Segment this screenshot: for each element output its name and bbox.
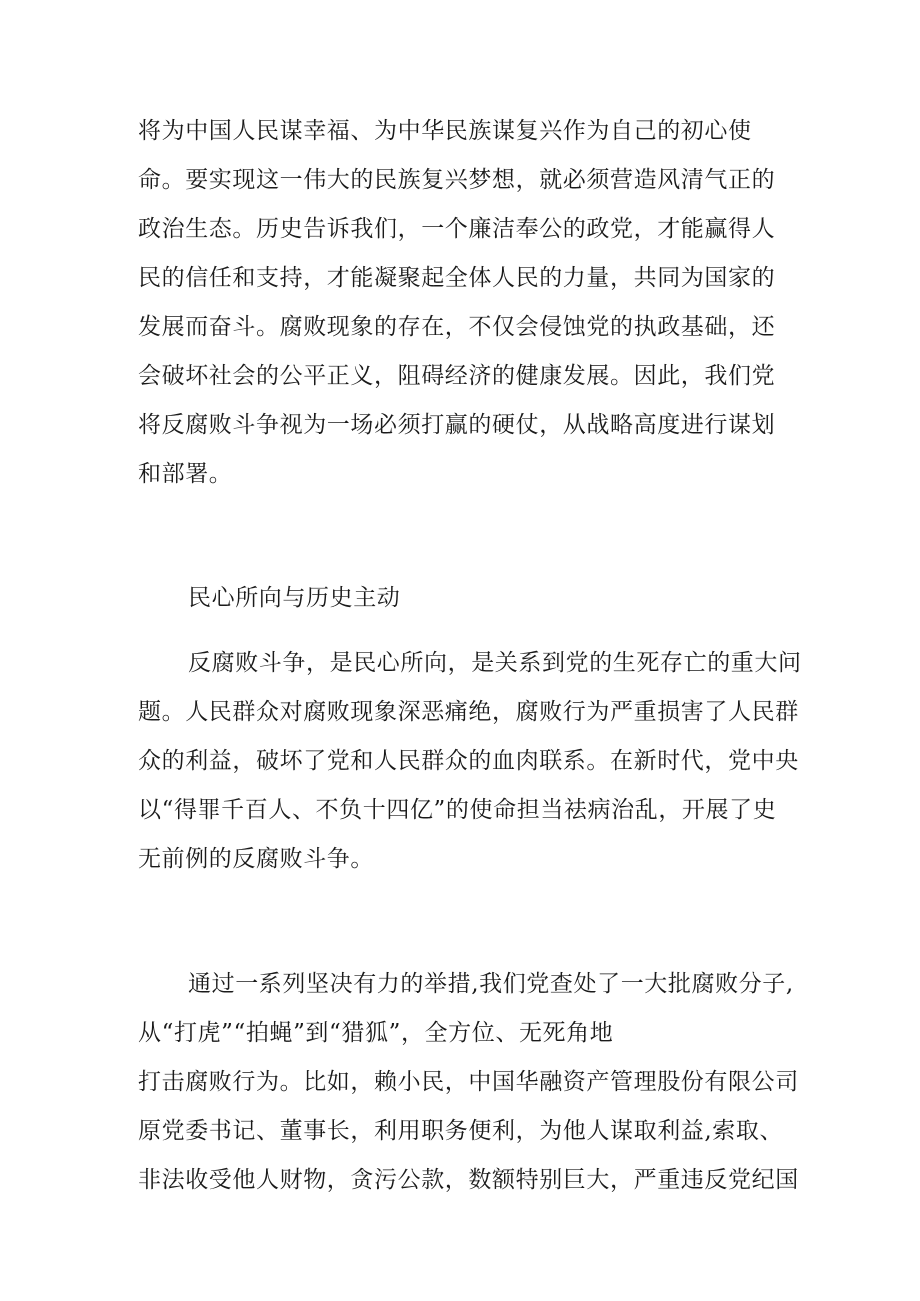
paragraph-line: 反腐败斗争，是民心所向，是关系到党的生死存亡的重大问 (188, 650, 802, 676)
paragraph-line: 无前例的反腐败斗争。 (138, 846, 374, 872)
paragraph-line: 命。要实现这一伟大的民族复兴梦想，就必须营造风清气正的 (138, 167, 776, 193)
paragraph-line: 非法收受他人财物，贪污公款，数额特别巨大，严重违反党纪国 (138, 1167, 799, 1193)
paragraph-line: 发展而奋斗。腐败现象的存在，不仅会侵蚀党的执政基础，还 (138, 314, 776, 340)
paragraph-line: 和部署。 (138, 461, 233, 487)
paragraph-line: 将反腐败斗争视为一场必须打赢的硬仗，从战略高度进行谋划 (138, 412, 776, 438)
paragraph-line: 政治生态。历史告诉我们，一个廉洁奉公的政党，才能赢得人 (138, 216, 776, 242)
paragraph-line: 将为中国人民谋幸福、为中华民族谋复兴作为自己的初心使 (138, 118, 752, 144)
paragraph-line: 会破坏社会的公平正义，阻碍经济的健康发展。因此，我们党 (138, 363, 776, 389)
paragraph-line: 众的利益，破坏了党和人民群众的血肉联系。在新时代，党中央 (138, 748, 799, 774)
section-heading: 民心所向与历史主动 (188, 585, 401, 611)
paragraph-line: 原党委书记、董事长，利用职务便利，为他人谋取利益,索取、 (138, 1118, 784, 1144)
paragraph-line: 从“打虎”“拍蝇”到“猎狐”，全方位、无死角地 (138, 1020, 614, 1046)
paragraph-line: 通过一系列坚决有力的举措,我们党查处了一大批腐败分子, (188, 971, 794, 997)
paragraph-line: 题。人民群众对腐败现象深恶痛绝，腐败行为严重损害了人民群 (138, 699, 799, 725)
paragraph-line: 民的信任和支持，才能凝聚起全体人民的力量，共同为国家的 (138, 265, 776, 291)
paragraph-line: 以“得罪千百人、不负十四亿”的使命担当祛病治乱，开展了史 (138, 797, 777, 823)
paragraph-line: 打击腐败行为。比如，赖小民，中国华融资产管理股份有限公司 (138, 1069, 799, 1095)
